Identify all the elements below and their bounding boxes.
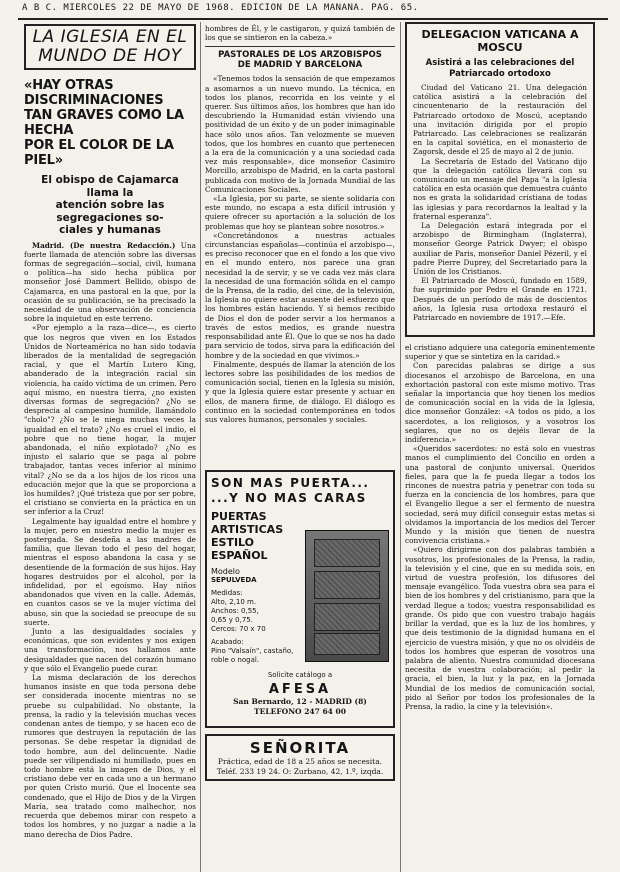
dims-line: 0,65 y 0,75. <box>211 616 253 625</box>
paragraph <box>405 444 595 545</box>
paragraph-text: «Queridos sacerdotes: no está solo en vuestras manos el cumplimiento del Concilio en orden a una pastoral de conjunto universal. Queridos fieles, para que la fe pueda llegar a todos los rincones de nuestra patria y penetrar con toda su fuerza en la conciencia de los hombres, para que el Evangelio llegue a ser el fermento de nuestra sociedad, será muy difícil conseguir estas metas si olvidamos la importancia de los medios del Tercer Mundo y la misión que tienen de nuestra convivencia cristiana.» <box>405 444 595 546</box>
door-panel <box>314 603 380 631</box>
kicker-line: MUNDO DE HOY <box>38 46 182 66</box>
catalog-text: Solicite catálogo a <box>267 671 333 680</box>
paragraph-text: hombres de Él, y le castigaron, y quizá también de los que se sintieron en la cabeza.» <box>205 24 395 43</box>
model-label: Modelo <box>211 567 240 577</box>
heading-line: DE MADRID Y BARCELONA <box>237 60 363 71</box>
headline-line: POR EL COLOR DE LA PIEL» <box>24 138 174 168</box>
paragraph <box>205 194 395 231</box>
box-body <box>413 83 587 331</box>
paragraph-text: Ciudad del Vaticano 21. Una delegación católica asistirá a la celebración del cincuentenario de la restauración del Patriarcado ortodoxo de Moscú, aceptando una invitación dirigida por el propio Patriarcado. Las celebraciones se realizarán en la capital soviética, en el monasterio de Zagorsk, desde el 25 de mayo al 2 de junio. <box>413 83 587 157</box>
article-body <box>24 241 196 839</box>
paragraph-text: Legalmente hay igualdad entre el hombre y la mujer, pero en nuestro medio la mujer es postergada. Se desdeña a las madres de familia, que llevan todo el peso del hogar, mientras el esposo abandona la casa y se desentiende de la formación de sus hijos. Hay hogares destruidos por el alcohol, por la infidelidad, por el egoísmo. Hay niños abandonados que viven en la calle. Además, en cuantos casos se ve la mujer víctima del abuso, sin que la sociedad se preocupe de su suerte. <box>24 516 196 627</box>
main-headline <box>24 78 196 168</box>
subhead-line: atención sobre las segregaciones so- <box>55 199 165 224</box>
section-heading <box>205 46 395 70</box>
product-line: ESPAÑOL <box>211 549 268 563</box>
paragraph <box>205 24 395 42</box>
page-header: A B C. MIERCOLES 22 DE MAYO DE 1968. EDICION DE LA MAÑANA. PAG. 65. <box>22 3 419 13</box>
paragraph-text: «Concretándonos a nuestras actuales circunstancias españolas—continúa el arzobispo—, es preciso reconocer que en el fondo a los que vivo en el mundo entero, nos parece una gran necesidad la de servir, y se ve cada vez más clara la necesidad de una formación sólida en el campo de la Prensa, de la radio, del cine, de la televisión, la Iglesia no quiere estar ausente del esfuerzo que los hombres están haciendo. Y si hemos recibido de Dios el don de poder servir a los hermanos a través de estos medios, es grande nuestra responsabilidad ante Él. Que lo que se nos ha dado para servicio de todos, sirva para la edificación del hombre y de la sociedad en que vivimos.» <box>205 230 395 360</box>
paragraph <box>405 343 595 361</box>
model-name: SEPULVEDA <box>211 576 257 585</box>
dateline: Madrid. (De nuestra Redacción.) <box>32 240 176 250</box>
header-rule <box>18 18 608 20</box>
paragraph <box>24 323 196 516</box>
subheading-line: Asistirá a las celebraciones del <box>425 58 575 68</box>
paragraph <box>413 221 587 276</box>
subheading-line: Patriarcado ortodoxo <box>449 68 551 79</box>
article-body <box>405 343 595 711</box>
paragraph-text: «Por ejemplo a la raza—dice—, es cierto que los negros que viven en los Estados Unidos de Norteamérica no han sido todavía liberados de la mentalidad de segregación racial, y que el Martín Lutero King, abanderado de la integración racial sin violencia, ha caído víctima de un crimen. Pero aquí mismo, en nuestra tierra, ¿no existen diversas formas de segregación? ¿No se desprecia al campesino humilde, llamándolo "cholo"? ¿No se le niega muchas veces la igualdad en el trato? ¿No es cruel el indio, el pobre que no tiene hogar, la mujer abandonada, el niño explotado? ¿No es injusto el salario que se paga al pobre trabajador, tantas veces inferior al mínimo vital? ¿No se da a los hijos de los ricos una educación mejor que la que se proporciona a los humildes? ¡Qué tristeza que por ser pobre, el cristiano se convierta en la práctica en un ser inferior a la Cruz! <box>24 323 196 517</box>
paragraph-text: Junto a las desigualdades sociales y económicas, que son evidentes y nos exigen una transformación, nos hallamos ante desigualdades que nacen del corazón humano y que sólo el Evangelio puede curar. <box>24 627 196 673</box>
paragraph <box>24 673 196 839</box>
dims-label: Medidas: <box>211 589 243 598</box>
box-subheading <box>413 58 587 79</box>
paragraph-text: La Secretaría de Estado del Vaticano dijo que la delegación católica llevará con su comunicado un mensaje del Papa "a la Iglesia católica en esta ocasión que demuestra cuánto nos es grata la solidaridad cristiana de todas las iglesias y para recordarnos la lealtad y la fraternal esperanza". <box>413 156 587 221</box>
paragraph-text: Finalmente, después de llamar la atención de los lectores sobre las posibilidades de los medios de comunicación social, tienen en la Iglesia su misión, y que la Iglesia quiere estar presente y actuar en ellos, de manera firme, de diálogo. El diálogo es continuo en la sociedad contemporánea en todos sus valores humanos, personales y sociales. <box>205 359 395 424</box>
dims-line: Cercos: 70 x 70 <box>211 625 266 634</box>
door-panel <box>314 539 380 567</box>
column-middle <box>205 22 395 872</box>
column-divider <box>200 22 201 872</box>
classified-advertisement <box>205 734 395 781</box>
finish-label: Acabado: <box>211 638 244 647</box>
paragraph-text: Con parecidas palabras se dirige a sus diocesanos el arzobispo de Barcelona, en una exhortación pastoral con este mismo motivo. Tras señalar la importancia que hoy tienen los medios de comunicación social en la vida de la Iglesia, dice monseñor González: «A todos os pido, a los sacerdotes, a los religiosos, y a vosotros los seglares, que no os dejéis llevar de la indiferencia.» <box>405 361 595 445</box>
heading-line: PASTORALES DE LOS ARZOBISPOS <box>218 50 382 61</box>
paragraph-text: Una fuerte llamada de atención sobre las diversas formas de segregación—social, civil, humana o política—ha sido hecha pública por monseñor José Dammert Bellido, obispo de Cajamarca, en una pastoral en la que, por la ocasión de su publicación, se ha precisado la necesidad de una observación de conciencia sobre la inquietud en este terreno. <box>24 240 196 324</box>
paragraph <box>405 361 595 444</box>
classified-title: SEÑORITA <box>249 739 351 758</box>
paragraph <box>205 74 395 194</box>
product-line: ESTILO <box>211 536 255 550</box>
paragraph-text: el cristiano adquiere una categoría eminentemente superior y que se sintetiza en la caridad.» <box>405 343 595 362</box>
paragraph-text: El Patriarcado de Moscú, fundado en 1589, fue suprimido por Pedro el Grande en 1721. Después de un período de más de doscientos años, la Iglesia rusa ortodoxa restauró el Patriarcado en noviembre de 1917.—Efe. <box>413 276 587 323</box>
paragraph-text: «Quiero dirigirme con dos palabras también a vosotros, los profesionales de la Prensa, la radio, la televisión y el cine, que en su medida sois, en virtud de vuestra profesión, los difusores del mensaje evangélico. Toda vuestra obra sea para el bien de los hombres y del cristianismo, para que la verdad llegue a todos; vuestra responsabilidad es grande. Os pido que con vuestro trabajo hagáis brillar la verdad, que es la luz de los hombres, y que deis testimonio de la dignidad humana en el ejercicio de vuestra misión, y que no os olvidéis de todos los hombres que esperan de vosotros una palabra de aliento. Nuestra comunidad diocesana necesita de vuestra colaboración; al pedir la gracia, el bien, la luz y la paz, en la Jornada Mundial de los medios de comunicación social, pido al Señor por todos los profesionales de la Prensa, la radio, la cine y la televisión». <box>405 545 595 711</box>
subhead-line: ciales y humanas <box>59 224 161 236</box>
door-illustration <box>305 530 389 662</box>
ad-title <box>211 476 389 506</box>
subhead-line: El obispo de Cajamarca llama la <box>41 174 179 199</box>
dims-line: Alto, 2,10 m. <box>211 598 257 607</box>
paragraph <box>205 231 395 360</box>
ad-phone: TELEFONO 247 64 00 <box>254 706 346 716</box>
paragraph <box>413 276 587 322</box>
paragraph-text: La Delegación estará integrada por el arzobispo de Birmingham (Inglaterra), monseñor George Patrick Dwyer; el obispo auxiliar de Paris, monseñor Daniel Pézeril, y el padre Pierre Duprey, del Secretariado para la Unión de los Cristianos. <box>413 221 587 277</box>
product-line: PUERTAS <box>211 510 267 524</box>
ad-title-line: SON MAS PUERTA... <box>211 476 370 491</box>
paragraph-text: «La Iglesia, por su parte, se siente solidaria con este mundo, no escapa a esta difícil intrusión y quiere ofrecer su aportación a la solución de los problemas que hoy se plantean sobre nosotros.» <box>205 194 395 231</box>
ad-address: San Bernardo, 12 - MADRID (8) <box>233 697 367 707</box>
ad-brand: AFESA <box>268 682 332 698</box>
paragraph <box>24 517 196 627</box>
ad-title-line: ...Y NO MAS CARAS <box>211 491 367 506</box>
paragraph <box>205 360 395 424</box>
door-panel <box>314 571 380 599</box>
section-kicker <box>24 24 196 70</box>
paragraph-text: La misma declaración de los derechos humanos insiste en que toda persona debe ser considerada inocente mientras no se pruebe su culpabilidad. No obstante, la prensa, la radio y la televisión muchas veces condenan antes de tiempo, y se hacen eco de rumores que destruyen la reputación de las personas. Se debe respetar la dignidad de todo hombre, aun del delincuente. Nadie puede ser vilipendiado ni humillado, pues en todo hombre está la imagen de Dios, y el cristiano debe ver en cada uno a un hermano por quien Cristo murió. Que el Inocente sea condenado, que el Hijo de Dios y de la Virgen María, sea tratado como malhechor, nos recuerda que debemos mirar con respeto a todos los hombres, y no juzgar a nadie a la mano derecha de Dios Padre. <box>24 673 196 839</box>
paragraph <box>413 83 587 157</box>
headline-line: TAN GRAVES COMO LA HECHA <box>24 108 184 138</box>
door-advertisement <box>205 470 395 728</box>
paragraph-text: «Tenemos todos la sensación de que empezamos a asomarnos a un nuevo mundo. La técnica, en todos los planos, recorrida en los veinte y el querer. Sus últimos años, los hombres que han ido descubriendo la Humanidad están viviendo una positividad de un éxito y de un poder inimaginable hace sólo unos años. Tan velozmente se mueven todos, que los hombres en cuanto que pertenecen a la era de la comunicación y a una sociedad cada vez más responsable», dice monseñor Casimiro Morcillo, arzobispo de Madrid, en la carta pastoral publicada con motivo de la Jornada Mundial de las Comunicaciones Sociales. <box>205 74 395 194</box>
paragraph <box>24 627 196 673</box>
column-divider <box>400 22 401 872</box>
classified-text: Práctica, edad de 18 a 25 años se necesita. Teléf. 233 19 24. O: Zurbano, 42, 1.º, izqda. <box>216 757 384 776</box>
main-subheadline <box>24 174 196 237</box>
headline-line: «HAY OTRAS DISCRIMINACIONES <box>24 78 164 108</box>
dims-line: Anchos: 0,55, <box>211 607 259 616</box>
kicker-line: LA IGLESIA EN EL <box>32 27 188 47</box>
heading-line: DELEGACION VATICANA A <box>421 28 579 41</box>
heading-line: MOSCU <box>477 41 523 54</box>
paragraph <box>413 157 587 221</box>
paragraph <box>405 545 595 711</box>
finish-text: Pino "Valsaín", castaño, roble o nogal. <box>211 647 294 665</box>
box-heading <box>413 28 587 54</box>
continued-text <box>205 24 395 42</box>
column-right <box>405 22 595 872</box>
door-panel <box>314 633 380 655</box>
vatican-news-box <box>405 22 595 337</box>
column-left <box>24 22 196 872</box>
article-body <box>205 74 395 460</box>
product-line: ARTISTICAS <box>211 523 284 537</box>
